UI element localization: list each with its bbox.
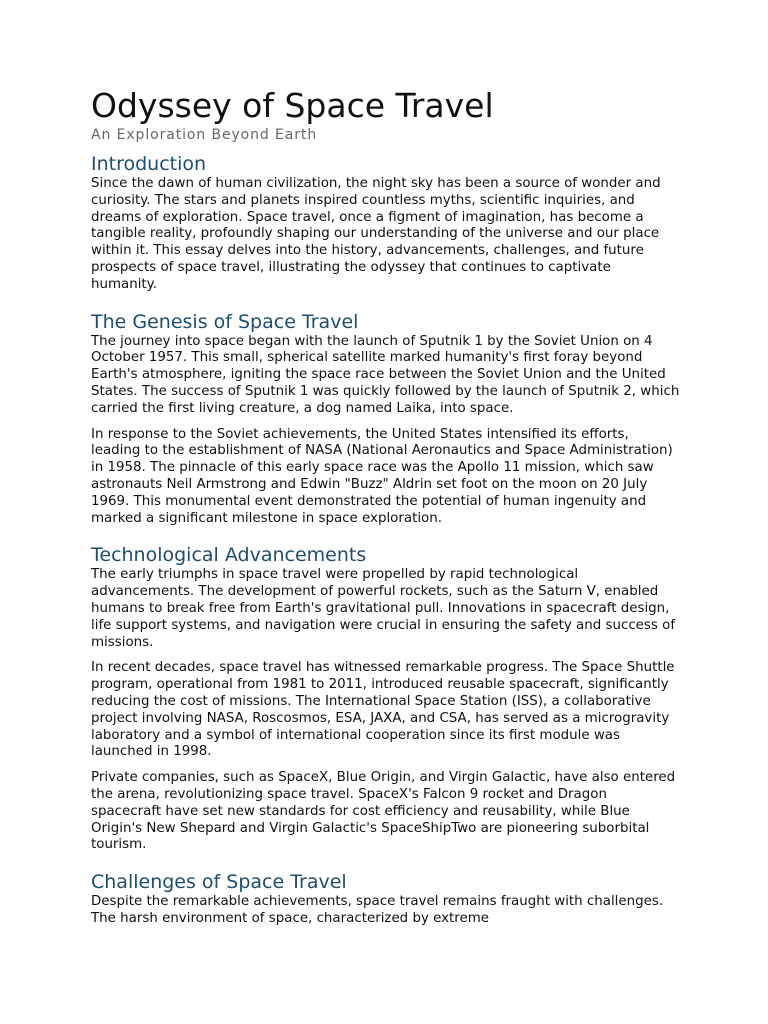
document-title: Odyssey of Space Travel (91, 86, 494, 125)
section-paragraph: The journey into space began with the launch of Sputnik 1 by the Soviet Union on 4 October 1957. This small, spherical satellite marked humanity's first foray beyond Earth's atmosphere, igniting the space race between the Soviet Union and the United States. The success of Sputnik 1 was quickly followed by the launch of Sputnik 2, which carried the first living creature, a dog named Laika, into space. (91, 333, 680, 416)
section-paragraph: In recent decades, space travel has witnessed remarkable progress. The Space Shuttle program, operational from 1981 to 2011, introduced reusable spacecraft, significantly reducing the cost of missions. The International Space Station (ISS), a collaborative project involving NASA, Roscosmos, ESA, JAXA, and CSA, has served as a microgravity laboratory and a symbol of international cooperation since its first module was launched in 1998. (91, 660, 675, 760)
section-paragraph: Despite the remarkable achievements, space travel remains fraught with challenges. The harsh environment of space, characterized by extreme (91, 894, 664, 926)
document-subtitle: An Exploration Beyond Earth (91, 127, 318, 143)
section-heading: Introduction (91, 153, 207, 175)
section-heading: The Genesis of Space Travel (91, 310, 359, 333)
section-heading: Technological Advancements (91, 544, 367, 567)
section-technology (91, 544, 681, 854)
section-heading: Challenges of Space Travel (91, 871, 347, 894)
section-paragraph: The early triumphs in space travel were propelled by rapid technological advancements. The development of powerful rockets, such as the Saturn V, enabled humans to break free from Earth's gravitational pull. Innovations in spacecraft design, life support systems, and navigation were crucial in ensuring the safety and success of missions. (91, 567, 676, 650)
section-paragraph: Since the dawn of human civilization, the night sky has been a source of wonder and curiosity. The stars and planets inspired countless myths, scientific inquiries, and dreams of exploration. Space travel, once a figment of imagination, has become a tangible reality, profoundly shaping our understanding of the universe and our place within it. This essay delves into the history, advancements, challenges, and future prospects of space travel, illustrating the odyssey that continues to captivate humanity. (91, 176, 661, 292)
section-paragraph: In response to the Soviet achievements, the United States intensified its efforts, leading to the establishment of NASA (National Aeronautics and Space Administration) in 1958. The pinnacle of this early space race was the Apollo 11 mission, which saw astronauts Neil Armstrong and Edwin "Buzz" Aldrin set foot on the moon on 20 July 1969. This monumental event demonstrated the potential of human ingenuity and marked a significant milestone in space exploration. (91, 426, 673, 526)
section-genesis (91, 311, 681, 528)
section-challenges (91, 871, 681, 928)
section-paragraph: Private companies, such as SpaceX, Blue Origin, and Virgin Galactic, have also entered the arena, revolutionizing space travel. SpaceX's Falcon 9 rocket and Dragon spacecraft have set new standards for cost efficiency and reusability, while Blue Origin's New Shepard and Virgin Galactic's SpaceShipTwo are pioneering suborbital tourism. (91, 770, 676, 853)
section-introduction (91, 153, 681, 294)
document-content (91, 86, 681, 945)
